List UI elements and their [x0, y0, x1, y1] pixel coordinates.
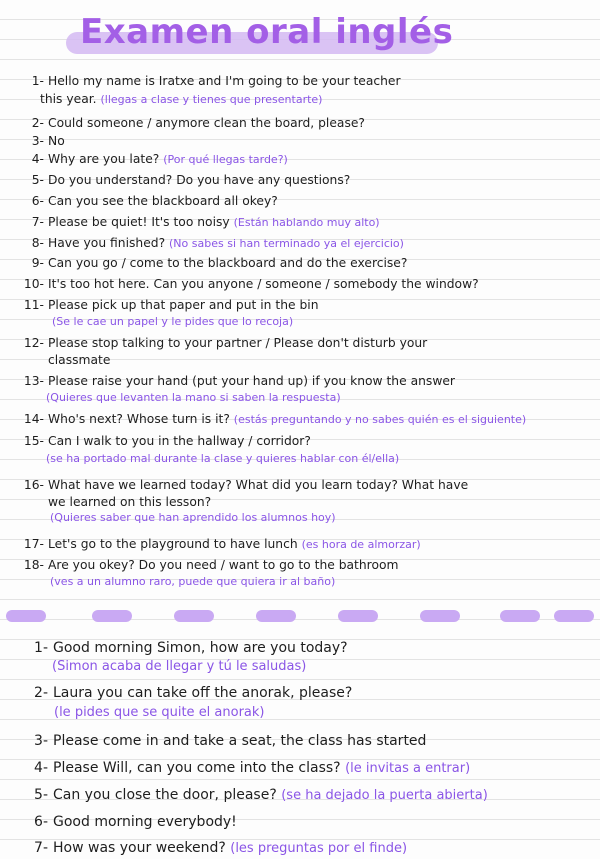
list-item: 1- Hello my name is Iratxe and I'm going to be your teacher: [31, 74, 401, 88]
list-item: 18- Are you okey? Do you need / want to go to the bathroom: [23, 558, 399, 572]
list-item: 9- Can you go / come to the blackboard and do the exercise?: [31, 256, 408, 270]
list-item-note: (Quieres que levanten la mano si saben la respuesta): [46, 391, 341, 404]
list-item: 12- Please stop talking to your partner / Please don't disturb your: [23, 336, 428, 350]
list-item: 11- Please pick up that paper and put in the bin: [23, 298, 319, 312]
title-block: [66, 10, 454, 62]
list-item: 14- Who's next? Whose turn is it? (estás preguntando y no sabes quién es el siguiente): [23, 412, 527, 426]
list-item: 8- Have you finished? (No sabes si han terminado ya el ejercicio): [31, 236, 404, 250]
list-item: 6- Good morning everybody!: [34, 814, 237, 830]
divider-dash: [554, 610, 594, 622]
divider-dash: [6, 610, 46, 622]
list-item: 1- Good morning Simon, how are you today?: [34, 640, 348, 656]
divider-dash: [174, 610, 214, 622]
list-item: 4- Please Will, can you come into the class? (le invitas a entrar): [34, 760, 471, 776]
list-item-note: (Quieres saber que han aprendido los alumnos hoy): [50, 511, 336, 524]
list-item: 15- Can I walk to you in the hallway / corridor?: [23, 434, 311, 448]
list-item-continuation: this year. (llegas a clase y tienes que presentarte): [40, 92, 323, 106]
list-item: 16- What have we learned today? What did you learn today? What have: [23, 478, 469, 492]
list-item: 6- Can you see the blackboard all okey?: [31, 194, 278, 208]
dashed-divider: [0, 610, 600, 624]
divider-dash: [338, 610, 378, 622]
list-item: 5- Can you close the door, please? (se ha dejado la puerta abierta): [34, 787, 488, 803]
divider-dash: [420, 610, 460, 622]
list-item: 7- Please be quiet! It's too noisy (Están hablando muy alto): [31, 215, 380, 229]
list-item: 3- Please come in and take a seat, the class has started: [34, 733, 427, 749]
list-item-continuation: we learned on this lesson?: [48, 495, 212, 509]
list-item: 2- Could someone / anymore clean the board, please?: [31, 116, 365, 130]
divider-dash: [500, 610, 540, 622]
list-item: 2- Laura you can take off the anorak, please?: [34, 685, 353, 701]
list-item: 5- Do you understand? Do you have any questions?: [31, 173, 351, 187]
list-item-note: (Se le cae un papel y le pides que lo recoja): [52, 315, 294, 328]
list-item-note: (le pides que se quite el anorak): [54, 705, 265, 720]
list-item: 10- It's too hot here. Can you anyone / someone / somebody the window?: [23, 277, 479, 291]
divider-dash: [92, 610, 132, 622]
page-title: Examen oral inglés: [80, 12, 454, 52]
list-item-note: (se ha portado mal durante la clase y quieres hablar con él/ella): [46, 452, 400, 465]
list-item-note: (Simon acaba de llegar y tú le saludas): [52, 659, 307, 674]
list-item: 3- No: [31, 134, 65, 148]
list-item: 7- How was your weekend? (les preguntas por el finde): [34, 840, 408, 856]
divider-dash: [256, 610, 296, 622]
list-item: 17- Let's go to the playground to have lunch (es hora de almorzar): [23, 537, 421, 551]
list-item-note: (ves a un alumno raro, puede que quiera ir al baño): [50, 575, 336, 588]
list-item-continuation: classmate: [48, 353, 111, 367]
list-item: 13- Please raise your hand (put your hand up) if you know the answer: [23, 374, 455, 388]
list-item: 4- Why are you late? (Por qué llegas tarde?): [31, 152, 288, 166]
